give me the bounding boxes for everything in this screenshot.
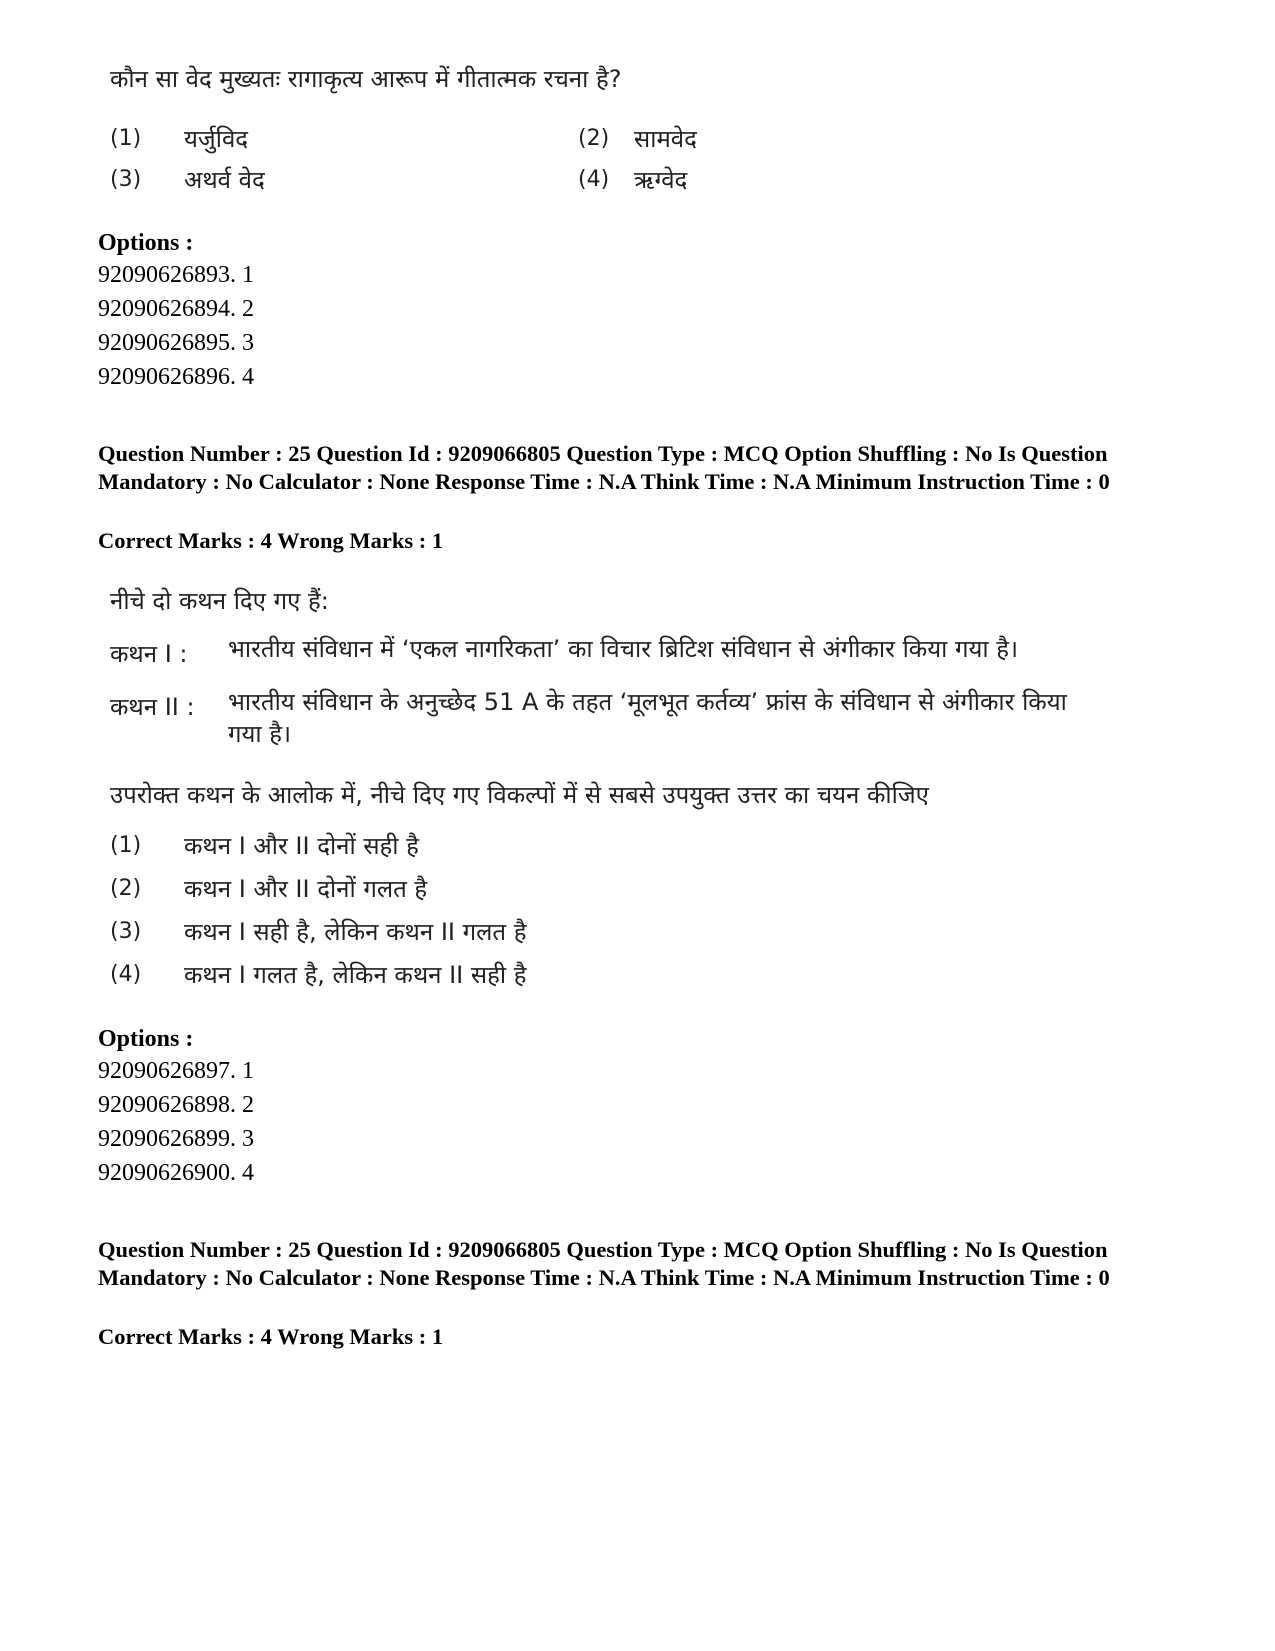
statement-label: कथन II : [110,693,195,721]
choice-number: (2) [578,126,610,151]
option-line: 92090626899. 3 [98,1126,254,1152]
options-label: Options : [98,230,194,256]
choice-text: सामवेद [634,125,697,153]
statement-text: भारतीय संविधान के अनुच्छेद 51 A के तहत ‘मूलभूत कर्तव्य’ फ्रांस के संविधान से अंगीकार किया गया है। [228,688,1067,748]
choice-number: (4) [578,167,610,192]
statement-text: भारतीय संविधान में ‘एकल नागरिकता’ का विचार ब्रिटिश संविधान से अंगीकार किया गया है। [228,635,1019,663]
option-line: 92090626896. 4 [98,364,254,390]
choice-text: यर्जुविद [184,125,249,153]
statement-label: कथन I : [110,640,188,668]
question-meta: Question Number : 25 Question Id : 9209066805 Question Type : MCQ Option Shuffling : No Is Question Mandatory : No Calculator : None Response Time : N.A Think Time : N.A Minimum Instruction Time : 0 [98,441,1110,494]
choice-number: (1) [110,833,142,858]
options-label: Options : [98,1026,194,1052]
question-meta: Question Number : 25 Question Id : 9209066805 Question Type : MCQ Option Shuffling : No Is Question Mandatory : No Calculator : None Response Time : N.A Think Time : N.A Minimum Instruction Time : 0 [98,1237,1110,1290]
choice-text: कथन I गलत है, लेकिन कथन II सही है [184,961,527,989]
option-line: 92090626897. 1 [98,1058,254,1084]
option-line: 92090626898. 2 [98,1092,254,1118]
option-line: 92090626894. 2 [98,296,254,322]
choice-number: (1) [110,126,142,151]
choice-text: कथन I सही है, लेकिन कथन II गलत है [184,918,527,946]
choice-number: (4) [110,962,142,987]
question-marks: Correct Marks : 4 Wrong Marks : 1 [98,528,444,553]
option-line: 92090626895. 3 [98,330,254,356]
choice-text: कथन I और II दोनों गलत है [184,875,428,903]
question-marks: Correct Marks : 4 Wrong Marks : 1 [98,1324,444,1349]
choice-text: कथन I और II दोनों सही है [184,832,419,860]
option-line: 92090626900. 4 [98,1160,254,1186]
choice-number: (2) [110,876,142,901]
option-line: 92090626893. 1 [98,262,254,288]
choice-text: अथर्व वेद [184,166,265,194]
question-intro: नीचे दो कथन दिए गए हैं: [110,587,329,615]
question-prompt: उपरोक्त कथन के आलोक में, नीचे दिए गए विकल्पों में से सबसे उपयुक्त उत्तर का चयन कीजिए [110,781,929,809]
choice-text: ऋग्वेद [634,166,688,194]
question-text: कौन सा वेद मुख्यतः रागाकृत्य आरूप में गीतात्मक रचना है? [110,65,622,93]
choice-number: (3) [110,919,142,944]
choice-number: (3) [110,167,142,192]
